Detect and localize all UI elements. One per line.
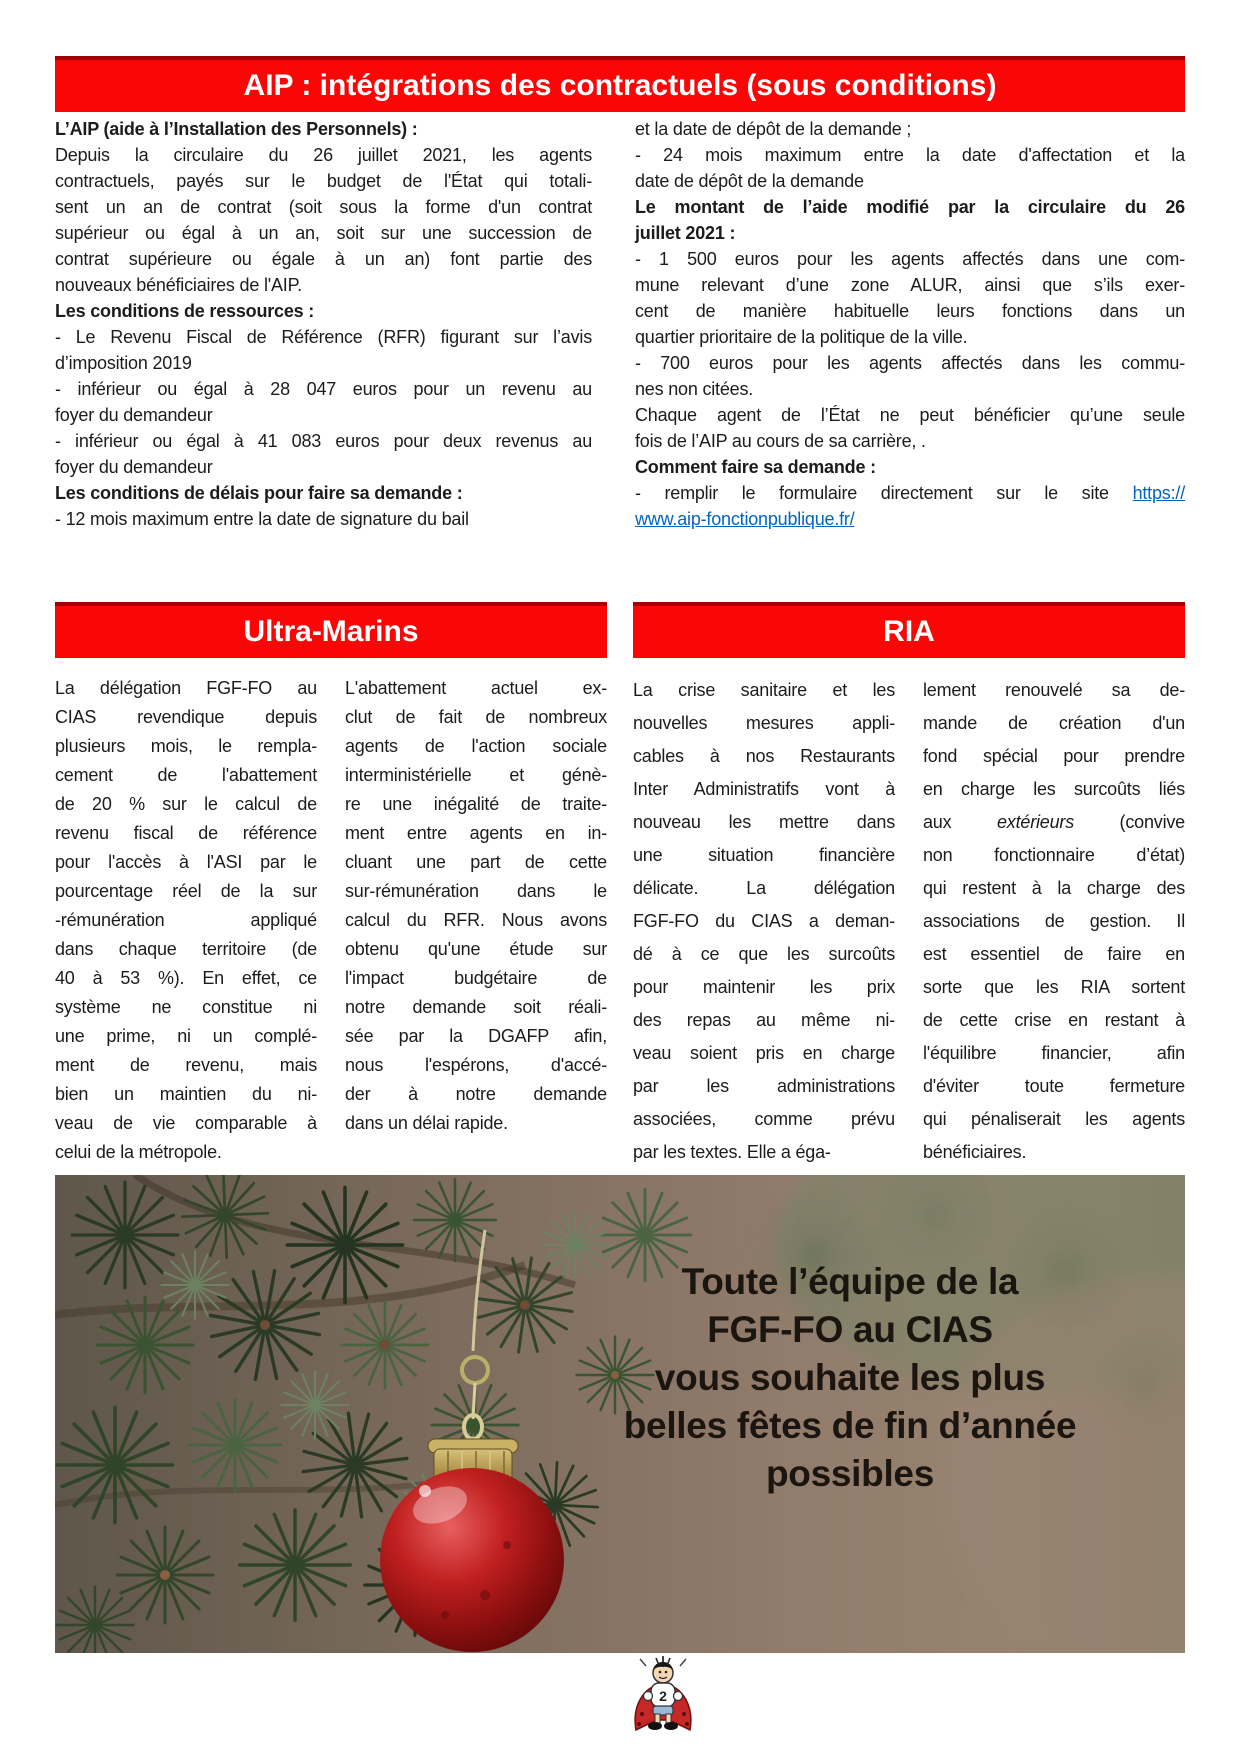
text-line: de cette crise en restant à [923, 1010, 1185, 1030]
text-line: des repas au même ni- [633, 1010, 895, 1030]
text-line [635, 506, 1185, 532]
text-line: Depuis la circulaire du 26 juillet 2021, les agents [55, 145, 592, 165]
ria-section-banner [633, 602, 1185, 658]
aip-website-link[interactable]: www.aip-fonctionpublique.fr/ [635, 509, 855, 529]
aip-website-link[interactable]: https:// [1132, 483, 1185, 503]
text-line: qui restent à la charge des [923, 878, 1185, 898]
text-line: contractuels, payés sur le budget de l'État qui totali- [55, 171, 592, 191]
text-line: Toute l’équipe de la [681, 1261, 1019, 1302]
text-line: en charge les surcoûts liés [923, 779, 1185, 799]
text-line: par les textes. Elle a éga- [633, 1142, 831, 1162]
ria-banner-title: RIA [883, 615, 935, 648]
text-line: lement renouvelé sa de- [923, 680, 1185, 700]
text-line: supérieur ou égal à un an, soit sur une succession de [55, 223, 592, 243]
aip-banner-title: AIP : intégrations des contractuels (sous conditions) [243, 69, 997, 102]
text-line: mande de création d'un [923, 713, 1185, 733]
text-line: - 12 mois maximum entre la date de signature du bail [55, 509, 469, 529]
text-line: vous souhaite les plus [654, 1357, 1046, 1398]
aip-right-column [635, 116, 1185, 532]
text-line: sent un an de contrat (soit sous la forme d'un contrat [55, 197, 592, 217]
text-line: fond spécial pour prendre [923, 746, 1185, 766]
text-line: délicate. La délégation [633, 878, 895, 898]
text-line: sorte que les RIA sortent [923, 977, 1185, 997]
text-line: interministérielle et génè- [345, 765, 607, 785]
text-line: ment entre agents en in- [345, 823, 607, 843]
text-line: bénéficiaires. [923, 1142, 1027, 1162]
text-line: possibles [766, 1453, 934, 1494]
text-line: quartier prioritaire de la politique de la ville. [635, 327, 968, 347]
text-line: et la date de dépôt de la demande ; [635, 119, 912, 139]
ultra-marins-column-2 [345, 674, 607, 1138]
text-line: associées, comme prévu [633, 1109, 895, 1129]
text-line: date de dépôt de la demande [635, 171, 864, 191]
page-number-mascot-icon [628, 1656, 698, 1741]
text-line: par les administrations [633, 1076, 895, 1096]
text-line: - 24 mois maximum entre la date d'affectation et la [635, 145, 1185, 165]
text-line: sur-rémunération dans le [345, 881, 607, 901]
text-line: Chaque agent de l’État ne peut bénéficier qu’une seule [635, 405, 1185, 425]
text-line: d'éviter toute fermeture [923, 1076, 1185, 1096]
text-line: obtenu qu'une étude sur [345, 939, 607, 959]
text-line: - 1 500 euros pour les agents affectés dans une com- [635, 249, 1185, 269]
ria-column-1 [633, 674, 895, 1169]
text-line: La délégation FGF-FO au [55, 678, 317, 698]
text-line: pourcentage réel de la sur [55, 881, 317, 901]
text-line: dé à ce que les surcoûts [633, 944, 895, 964]
text-line: nouveaux bénéficiaires de l'AIP. [55, 275, 302, 295]
text-line: clut de fait de nombreux [345, 707, 607, 727]
text-line: sée par la DGAFP afin, [345, 1026, 607, 1046]
text-line: Le montant de l’aide modifié par la circulaire du 26 [635, 197, 1185, 217]
text-line: Inter Administratifs vont à [633, 779, 895, 799]
text-line: l'équilibre financier, afin [923, 1043, 1185, 1063]
text-line: bien un maintien du ni- [55, 1084, 317, 1104]
text-line: revenu fiscal de référence [55, 823, 317, 843]
text-line: non fonctionnaire d’état) [923, 845, 1185, 865]
text-line: -rémunération appliqué [55, 910, 317, 930]
text-line: une situation financière [633, 845, 895, 865]
text-line: une prime, ni un complé- [55, 1026, 317, 1046]
text-line: - Le Revenu Fiscal de Référence (RFR) figurant sur l’avis [55, 327, 592, 347]
ultra-marins-banner-title: Ultra-Marins [243, 615, 419, 648]
text-line: pour l'accès à l'ASI par le [55, 852, 317, 872]
text-line: d’imposition 2019 [55, 353, 192, 373]
text-line: l'impact budgétaire de [345, 968, 607, 988]
text-line: associations de gestion. Il [923, 911, 1185, 931]
text-line: L’AIP (aide à l’Installation des Personnels) : [55, 119, 418, 139]
aip-section-banner [55, 56, 1185, 112]
text-line: - remplir le formulaire directement sur le site https:// [635, 483, 1185, 503]
text-line: - inférieur ou égal à 28 047 euros pour un revenu au [55, 379, 592, 399]
text-line: - 700 euros pour les agents affectés dans les commu- [635, 353, 1185, 373]
text-line: de 20 % sur le calcul de [55, 794, 317, 814]
text-line: plusieurs mois, le rempla- [55, 736, 317, 756]
text-line: qui pénaliserait les agents [923, 1109, 1185, 1129]
text-line: La crise sanitaire et les [633, 680, 895, 700]
text-line: calcul du RFR. Nous avons [345, 910, 607, 930]
text-line: Les conditions de délais pour faire sa demande : [55, 483, 463, 503]
text-line: Les conditions de ressources : [55, 301, 315, 321]
text-line: est essentiel de faire en [923, 944, 1185, 964]
text-line: ment de revenu, mais [55, 1055, 317, 1075]
text-line: cluant une part de cette [345, 852, 607, 872]
ultra-marins-column-1 [55, 674, 317, 1167]
text-line: - inférieur ou égal à 41 083 euros pour deux revenus au [55, 431, 592, 451]
greeting-message [545, 1258, 1155, 1498]
page-number: 2 [659, 1688, 667, 1704]
text-line: contrat supérieure ou égale à un an) font partie des [55, 249, 592, 269]
text-line: FGF-FO du CIAS a deman- [633, 911, 895, 931]
text-line: 40 à 53 %). En effet, ce [55, 968, 317, 988]
text-line: belles fêtes de fin d’année [623, 1405, 1077, 1446]
text-line: aux extérieurs (convive [923, 812, 1185, 832]
text-line: notre demande soit réali- [345, 997, 607, 1017]
text-line: nouveau les mettre dans [633, 812, 895, 832]
text-line: dans un délai rapide. [345, 1113, 508, 1133]
text-line: dans chaque territoire (de [55, 939, 317, 959]
text-line: Comment faire sa demande : [635, 457, 876, 477]
text-line: foyer du demandeur [55, 405, 213, 425]
text-line: cement de l'abattement [55, 765, 317, 785]
text-line: cables à nos Restaurants [633, 746, 895, 766]
text-line: cent de manière habituelle leurs fonctions dans un [635, 301, 1185, 321]
text-line: CIAS revendique depuis [55, 707, 317, 727]
text-line: celui de la métropole. [55, 1142, 222, 1162]
text-line: pour maintenir les prix [633, 977, 895, 997]
text-line: mune relevant d’une zone ALUR, ainsi que s’ils exer- [635, 275, 1185, 295]
text-line: nouvelles mesures appli- [633, 713, 895, 733]
text-line: nes non citées. [635, 379, 754, 399]
aip-left-column [55, 116, 592, 532]
text-line: FGF-FO au CIAS [707, 1309, 993, 1350]
text-line: fois de l’AIP au cours de sa carrière, . [635, 431, 926, 451]
text-line: der à notre demande [345, 1084, 607, 1104]
text-line: système ne constitue ni [55, 997, 317, 1017]
text-line: veau de vie comparable à [55, 1113, 317, 1133]
ultra-marins-section-banner [55, 602, 607, 658]
text-line: juillet 2021 : [635, 223, 736, 243]
text-line: re une inégalité de traite- [345, 794, 607, 814]
ria-column-2 [923, 674, 1185, 1169]
text-line: veau soient pris en charge [633, 1043, 895, 1063]
text-line: agents de l'action sociale [345, 736, 607, 756]
text-line: foyer du demandeur [55, 457, 213, 477]
text-line: L'abattement actuel ex- [345, 678, 607, 698]
text-line: nous l'espérons, d'accé- [345, 1055, 607, 1075]
